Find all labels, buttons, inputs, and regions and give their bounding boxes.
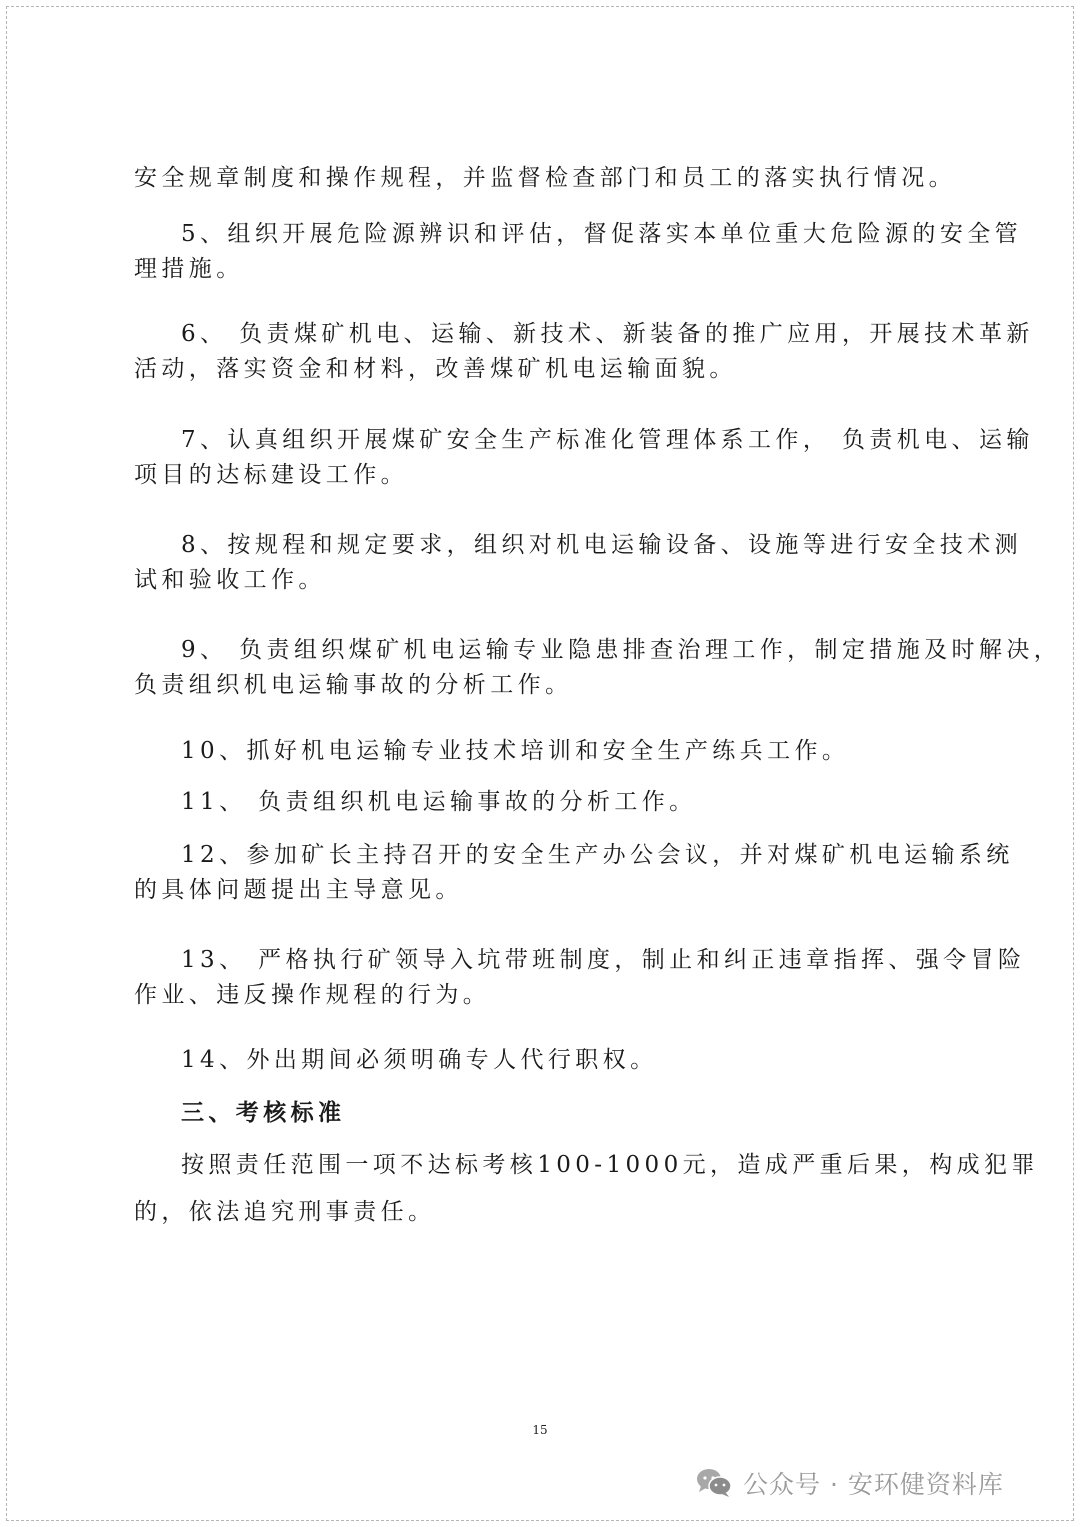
text-line: 作业、违反操作规程的行为。 <box>134 982 491 1008</box>
list-item-10: 10、抓好机电运输专业技术培训和安全生产练兵工作。 <box>181 738 850 764</box>
watermark <box>695 1462 1004 1504</box>
list-item-12: 12、参加矿长主持召开的安全生产办公会议，并对煤矿机电运输系统 <box>181 842 1014 868</box>
list-item-7: 7、认真组织开展煤矿安全生产标准化管理体系工作， 负责机电、运输 <box>181 427 1034 453</box>
assessment-paragraph: 按照责任范围一项不达标考核100-1000元，造成严重后果，构成犯罪 <box>181 1152 1039 1178</box>
list-item-6: 6、 负责煤矿机电、运输、新技术、新装备的推广应用，开展技术革新 <box>181 321 1034 347</box>
wechat-icon <box>695 1467 733 1499</box>
list-item-9: 9、 负责组织煤矿机电运输专业隐患排查治理工作，制定措施及时解决， <box>181 637 1062 663</box>
text-line: 试和验收工作。 <box>134 567 326 593</box>
text-line: 项目的达标建设工作。 <box>134 462 408 488</box>
list-item-8: 8、按规程和规定要求，组织对机电运输设备、设施等进行安全技术测 <box>181 532 1023 558</box>
text-line: 活动，落实资金和材料，改善煤矿机电运输面貌。 <box>134 356 737 382</box>
list-item-13: 13、 严格执行矿领导入坑带班制度，制止和纠正违章指挥、强令冒险 <box>181 947 1026 973</box>
text-line: 的，依法追究刑事责任。 <box>134 1199 436 1225</box>
watermark-text: 公众号 · 安环健资料库 <box>743 1470 1004 1499</box>
text-line: 负责组织机电运输事故的分析工作。 <box>134 672 573 698</box>
text-line: 安全规章制度和操作规程，并监督检查部门和员工的落实执行情况。 <box>134 165 956 191</box>
text-line: 的具体问题提出主导意见。 <box>134 877 463 903</box>
list-item-14: 14、外出期间必须明确专人代行职权。 <box>181 1047 658 1073</box>
list-item-11: 11、 负责组织机电运输事故的分析工作。 <box>181 789 697 815</box>
page-number: 15 <box>532 1423 548 1437</box>
section-heading: 三、考核标准 <box>181 1099 346 1126</box>
text-line: 理措施。 <box>134 256 244 282</box>
list-item-5: 5、组织开展危险源辨识和评估，督促落实本单位重大危险源的安全管 <box>181 221 1023 247</box>
